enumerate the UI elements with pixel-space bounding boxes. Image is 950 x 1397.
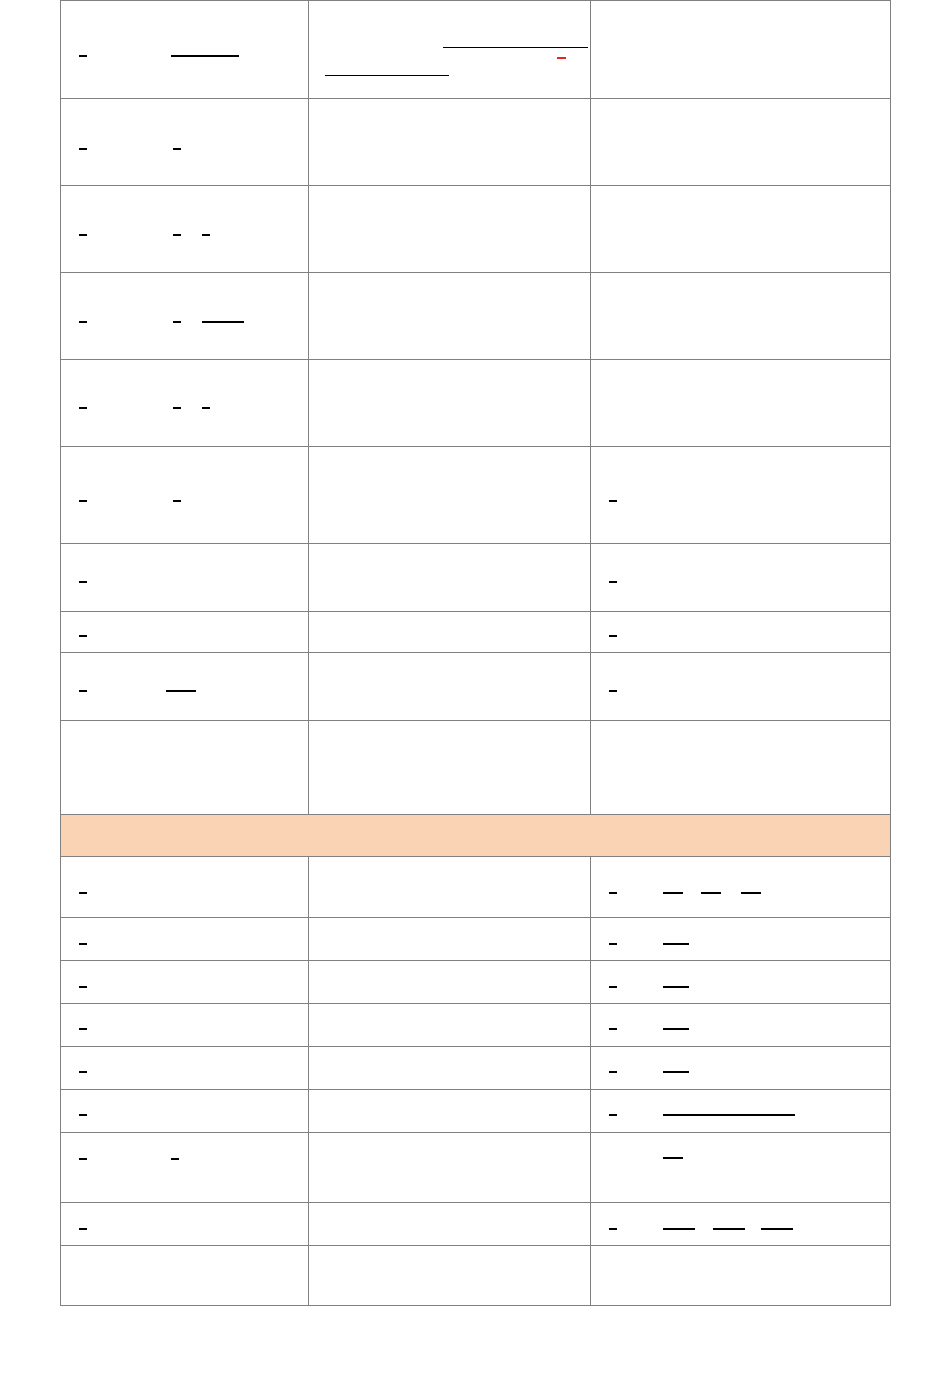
form-cell-col-2 [309, 612, 591, 653]
blank-field-line [663, 986, 689, 988]
blank-field-line [166, 690, 196, 692]
form-cell-col-3 [591, 612, 891, 653]
blank-field-line [609, 1114, 617, 1116]
form-cell-col-1 [61, 918, 309, 961]
form-row [61, 1, 891, 99]
form-cell-col-2 [309, 721, 591, 815]
blank-field-line [202, 234, 210, 236]
blank-field-line [609, 1228, 617, 1230]
form-row [61, 857, 891, 918]
form-cell-col-2 [309, 360, 591, 447]
form-cell-col-3 [591, 1047, 891, 1090]
form-cell-col-2 [309, 857, 591, 918]
form-cell-col-1 [61, 612, 309, 653]
blank-field-line [173, 321, 181, 323]
form-cell-col-1 [61, 1203, 309, 1246]
form-cell-col-3 [591, 1203, 891, 1246]
blank-field-line [79, 321, 87, 323]
form-cell-col-2 [309, 1, 591, 99]
blank-field-line [713, 1228, 745, 1230]
blank-field-line [761, 1228, 793, 1230]
form-row [61, 1203, 891, 1246]
form-cell-col-3 [591, 1, 891, 99]
blank-field-line [609, 635, 617, 637]
form-cell-col-2 [309, 1004, 591, 1047]
blank-field-line [663, 1028, 689, 1030]
form-cell-col-1 [61, 99, 309, 186]
blank-field-line [609, 500, 617, 502]
form-cell-col-1 [61, 447, 309, 544]
form-cell-col-1 [61, 186, 309, 273]
blank-field-line [609, 1071, 617, 1073]
form-row [61, 918, 891, 961]
blank-field-line [79, 581, 87, 583]
form-cell-col-1 [61, 544, 309, 612]
blank-field-line [171, 1158, 179, 1160]
blank-field-line [171, 55, 239, 57]
blank-field-line [325, 75, 449, 76]
form-row [61, 721, 891, 815]
form-cell-col-2 [309, 186, 591, 273]
form-table [60, 0, 891, 1306]
form-cell-col-2 [309, 1133, 591, 1203]
blank-field-line [79, 148, 87, 150]
blank-field-line [79, 407, 87, 409]
blank-field-line [609, 581, 617, 583]
form-cell-col-2 [309, 1047, 591, 1090]
form-cell-col-3 [591, 1004, 891, 1047]
blank-field-line [663, 1071, 689, 1073]
blank-field-line [741, 892, 761, 894]
blank-field-line [173, 500, 181, 502]
form-cell-col-1 [61, 857, 309, 918]
blank-field-line [443, 47, 588, 48]
form-cell-col-2 [309, 1203, 591, 1246]
blank-field-line [173, 148, 181, 150]
form-cell-col-3 [591, 721, 891, 815]
form-cell-col-3 [591, 273, 891, 360]
form-cell-col-2 [309, 99, 591, 186]
blank-field-line [79, 690, 87, 692]
form-row [61, 447, 891, 544]
blank-field-line [79, 892, 87, 894]
form-row [61, 612, 891, 653]
form-cell-col-3 [591, 360, 891, 447]
blank-field-line [609, 690, 617, 692]
blank-field-line [202, 321, 244, 323]
form-cell-col-3 [591, 653, 891, 721]
form-cell-col-1 [61, 1047, 309, 1090]
form-row [61, 544, 891, 612]
form-cell-col-1 [61, 1246, 309, 1306]
blank-field-line [79, 635, 87, 637]
form-cell-col-1 [61, 961, 309, 1004]
form-cell-col-3 [591, 1246, 891, 1306]
section-header-row [61, 815, 891, 857]
blank-field-line [663, 1228, 695, 1230]
blank-field-line [701, 892, 721, 894]
form-cell-col-3 [591, 961, 891, 1004]
form-cell-col-2 [309, 273, 591, 360]
form-cell-col-3 [591, 544, 891, 612]
blank-field-line [173, 407, 181, 409]
blank-field-line [663, 1157, 683, 1159]
blank-field-line [609, 943, 617, 945]
form-cell-col-2 [309, 653, 591, 721]
form-row [61, 653, 891, 721]
blank-field-line [79, 1228, 87, 1230]
form-cell-col-1 [61, 1090, 309, 1133]
blank-field-line [79, 234, 87, 236]
form-cell-col-3 [591, 99, 891, 186]
form-cell-col-3 [591, 918, 891, 961]
blank-field-line [663, 1114, 795, 1116]
form-row [61, 360, 891, 447]
blank-field-line [79, 55, 87, 57]
blank-field-line [79, 1071, 87, 1073]
form-row [61, 1004, 891, 1047]
blank-field-line [79, 1114, 87, 1116]
form-cell-col-2 [309, 1090, 591, 1133]
red-marker [557, 57, 566, 59]
form-cell-col-3 [591, 857, 891, 918]
form-cell-col-1 [61, 1133, 309, 1203]
form-row [61, 961, 891, 1004]
form-cell-col-1 [61, 1, 309, 99]
form-row [61, 99, 891, 186]
blank-field-line [79, 943, 87, 945]
blank-field-line [79, 1158, 87, 1160]
form-row [61, 186, 891, 273]
form-cell-col-3 [591, 447, 891, 544]
form-cell-col-2 [309, 544, 591, 612]
blank-field-line [79, 500, 87, 502]
section-header-band [61, 815, 891, 857]
blank-field-line [609, 986, 617, 988]
form-row [61, 1246, 891, 1306]
blank-field-line [79, 1028, 87, 1030]
blank-field-line [609, 1028, 617, 1030]
form-cell-col-1 [61, 653, 309, 721]
form-cell-col-3 [591, 1133, 891, 1203]
form-cell-col-2 [309, 961, 591, 1004]
form-cell-col-3 [591, 1090, 891, 1133]
form-row [61, 273, 891, 360]
form-row [61, 1133, 891, 1203]
form-cell-col-2 [309, 918, 591, 961]
blank-field-line [173, 234, 181, 236]
form-cell-col-3 [591, 186, 891, 273]
form-cell-col-1 [61, 1004, 309, 1047]
form-cell-col-1 [61, 721, 309, 815]
blank-field-line [79, 986, 87, 988]
form-row [61, 1090, 891, 1133]
form-cell-col-2 [309, 447, 591, 544]
blank-field-line [202, 407, 210, 409]
form-cell-col-2 [309, 1246, 591, 1306]
form-cell-col-1 [61, 273, 309, 360]
blank-field-line [663, 943, 689, 945]
form-row [61, 1047, 891, 1090]
blank-field-line [663, 892, 683, 894]
form-cell-col-1 [61, 360, 309, 447]
blank-field-line [609, 892, 617, 894]
